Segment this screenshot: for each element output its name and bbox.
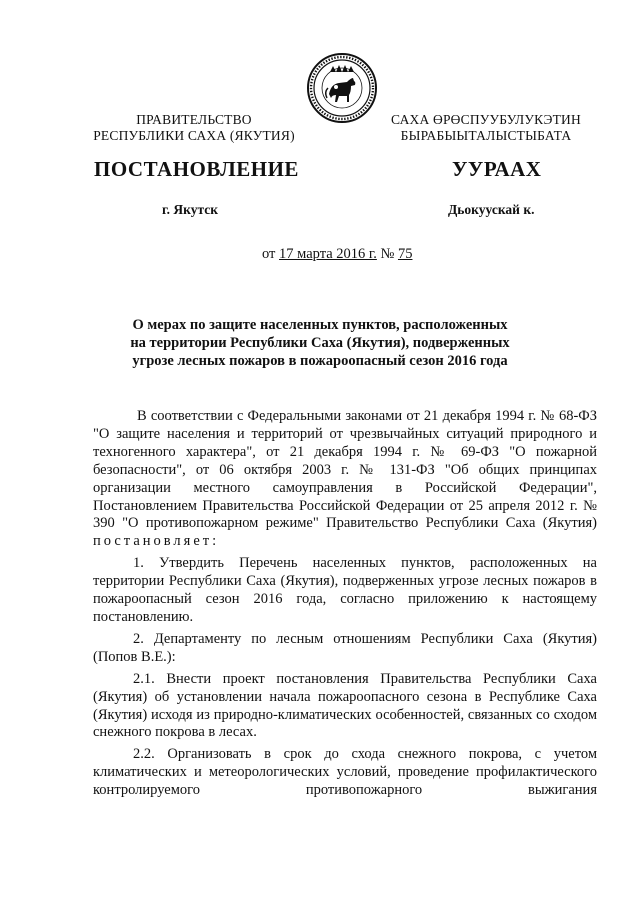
header-right-line2: БЫРАБЫЫТАЛЫСТЫБАТА [400,128,572,143]
document-type-sakha: УУРААХ [452,157,542,181]
date-and-number [262,246,412,263]
preamble-paragraph [93,408,597,551]
title-line: на территории Республики Саха (Якутия), подверженных [130,335,510,351]
item-2-paragraph: 2. Департаменту по лесным отношениям Республики Саха (Якутия) (Попов В.Е.): [93,630,597,665]
item-2-2-paragraph: 2.2. Организовать в срок до схода снежного покрова, с учетом климатических и метеорологических условий, проведение профилактического контролируемого противопожарного выжигания [93,746,597,799]
header-left-line1: ПРАВИТЕЛЬСТВО [136,112,252,127]
item-1-paragraph: 1. Утвердить Перечень населенных пунктов, расположенных на территории Республики Саха (Якутия), подверженных угрозе лесных пожаров в пожароопасный сезон 2016 года, согласно приложению к настоящему постановлению. [93,555,597,625]
header-left-line2: РЕСПУБЛИКИ САХА (ЯКУТИЯ) [93,128,295,143]
government-name-sakha [370,112,602,144]
document-number: 75 [397,246,413,262]
city-russian: г. Якутск [162,202,219,217]
number-label: № [376,246,398,262]
date-prefix: от [262,246,280,262]
document-body [93,408,597,800]
document-date: 17 марта 2016 г. [279,246,377,262]
item-2-1-paragraph: 2.1. Внести проект постановления Правительства Республики Саха (Якутия) об установлении начала пожароопасного сезона в Республике Саха (Якутия) исходя из природно-климатических особенностей, связанных со сходом снежного покрова в лесах. [93,670,597,741]
coat-of-arms-emblem [306,52,378,124]
title-line: О мерах по защите населенных пунктов, расположенных [132,317,508,333]
resolves-word: постановляет: [93,533,220,550]
city-sakha: Дьокуускай к. [448,202,535,217]
header-right-line1: САХА ӨРӨСПУУБУЛУКЭТИН [391,112,581,127]
document-title [100,316,540,370]
government-name-russian [78,112,310,144]
document-type-russian: ПОСТАНОВЛЕНИЕ [94,157,299,181]
title-line: угрозе лесных пожаров в пожароопасный сезон 2016 года [132,353,508,369]
preamble-text: В соответствии с Федеральными законами от 21 декабря 1994 г. № 68-ФЗ "О защите населения и территорий от чрезвычайных ситуаций природного и техногенного характера", от 21 декабря 1994 г. № 69-ФЗ "О пожарной безопасности", от 06 октября 2003 г. № 131-ФЗ "Об общих принципах организации местного самоуправления в Российской Федерации", Постановлением Правительства Российской Федерации от 25 апреля 2012 г. № 390 "О противопожарном режиме" Правительство Республики Саха (Якутия) [93,408,597,532]
